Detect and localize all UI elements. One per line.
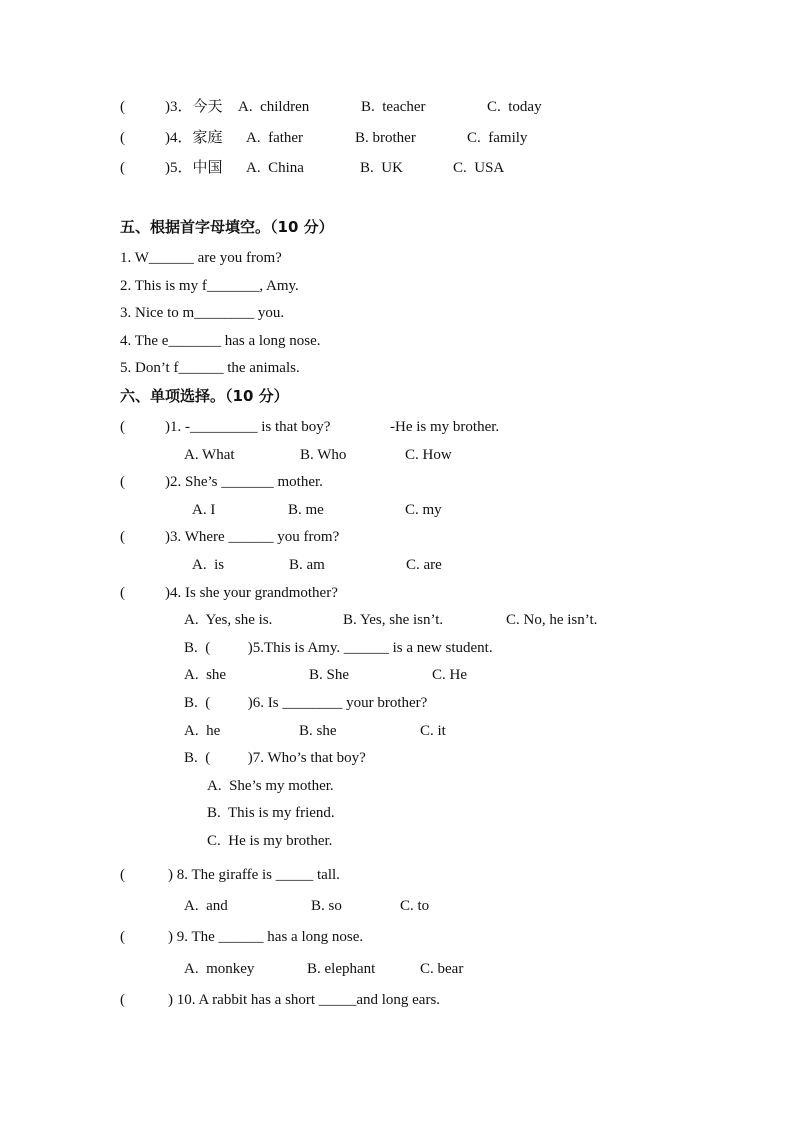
option-b: B. Yes, she isn’t.: [343, 612, 444, 628]
answer-paren: (: [120, 99, 125, 115]
option-a: A. he: [184, 723, 221, 739]
option-a: A. Yes, she is.: [184, 612, 273, 628]
question-stem: B. ( )7. Who’s that boy?: [184, 750, 366, 766]
option-a: A. What: [184, 447, 235, 463]
fill-blank-item: 3. Nice to m________ you.: [120, 305, 285, 321]
option-b: B. This is my friend.: [207, 805, 335, 821]
option-a: A. is: [192, 557, 225, 573]
fill-blank-item: 1. W______ are you from?: [120, 250, 282, 266]
option-a: A. monkey: [184, 961, 255, 977]
section-heading: 五、根据首字母填空。（10 分）: [120, 218, 334, 236]
question-stem: ) 10. A rabbit has a short _____and long ears.: [168, 992, 441, 1008]
option-a: A. father: [246, 130, 304, 146]
answer-paren: (: [120, 585, 125, 601]
section-heading: 六、单项选择。（10 分）: [120, 387, 289, 405]
option-c: C. today: [487, 99, 542, 115]
option-b: B. UK: [360, 160, 403, 176]
option-c: C. are: [406, 557, 442, 573]
fill-blank-item: 2. This is my f_______, Amy.: [120, 278, 299, 294]
answer-paren: (: [120, 130, 125, 146]
answer-paren: (: [120, 474, 125, 490]
question-number: )5．中国: [165, 160, 223, 176]
question-stem: )3. Where ______ you from?: [165, 529, 340, 545]
question-number: )4．家庭: [165, 130, 223, 146]
question-stem: )2. She’s _______ mother.: [165, 474, 323, 490]
option-a: A. children: [238, 99, 310, 115]
fill-blank-item: 5. Don’t f______ the animals.: [120, 360, 300, 376]
option-b: B. brother: [355, 130, 416, 146]
option-b: B. She: [309, 667, 350, 683]
answer-paren: (: [120, 867, 125, 883]
answer-paren: (: [120, 929, 125, 945]
question-stem: ) 8. The giraffe is _____ tall.: [168, 867, 340, 883]
option-b: B. am: [289, 557, 325, 573]
option-a: A. and: [184, 898, 228, 914]
option-a: A. I: [192, 502, 216, 518]
option-b: B. teacher: [361, 99, 426, 115]
option-c: C. USA: [453, 160, 505, 176]
option-a: A. She’s my mother.: [207, 778, 334, 794]
option-b: B. Who: [300, 447, 347, 463]
option-c: C. family: [467, 130, 528, 146]
question-stem: ) 9. The ______ has a long nose.: [168, 929, 364, 945]
answer-paren: (: [120, 419, 125, 435]
option-c: C. bear: [420, 961, 464, 977]
answer-paren: (: [120, 992, 125, 1008]
question-stem: B. ( )5.This is Amy. ______ is a new student.: [184, 640, 493, 656]
question-stem: )1. -_________ is that boy?: [165, 419, 331, 435]
option-c: C. How: [405, 447, 452, 463]
answer-paren: (: [120, 160, 125, 176]
answer-paren: (: [120, 529, 125, 545]
option-a: A. China: [246, 160, 304, 176]
question-number: )3．今天: [165, 99, 223, 115]
option-b: B. she: [299, 723, 337, 739]
option-a: A. she: [184, 667, 227, 683]
question-stem: B. ( )6. Is ________ your brother?: [184, 695, 428, 711]
option-c: C. to: [400, 898, 430, 914]
fill-blank-item: 4. The e_______ has a long nose.: [120, 333, 321, 349]
option-b: B. elephant: [307, 961, 376, 977]
option-b: B. me: [288, 502, 324, 518]
option-c: C. my: [405, 502, 442, 518]
option-b: B. so: [311, 898, 342, 914]
option-c: C. He is my brother.: [207, 833, 333, 849]
option-c: C. No, he isn’t.: [506, 612, 598, 628]
option-c: C. it: [420, 723, 446, 739]
option-c: C. He: [432, 667, 467, 683]
question-reply: -He is my brother.: [390, 419, 500, 435]
question-stem: )4. Is she your grandmother?: [165, 585, 338, 601]
